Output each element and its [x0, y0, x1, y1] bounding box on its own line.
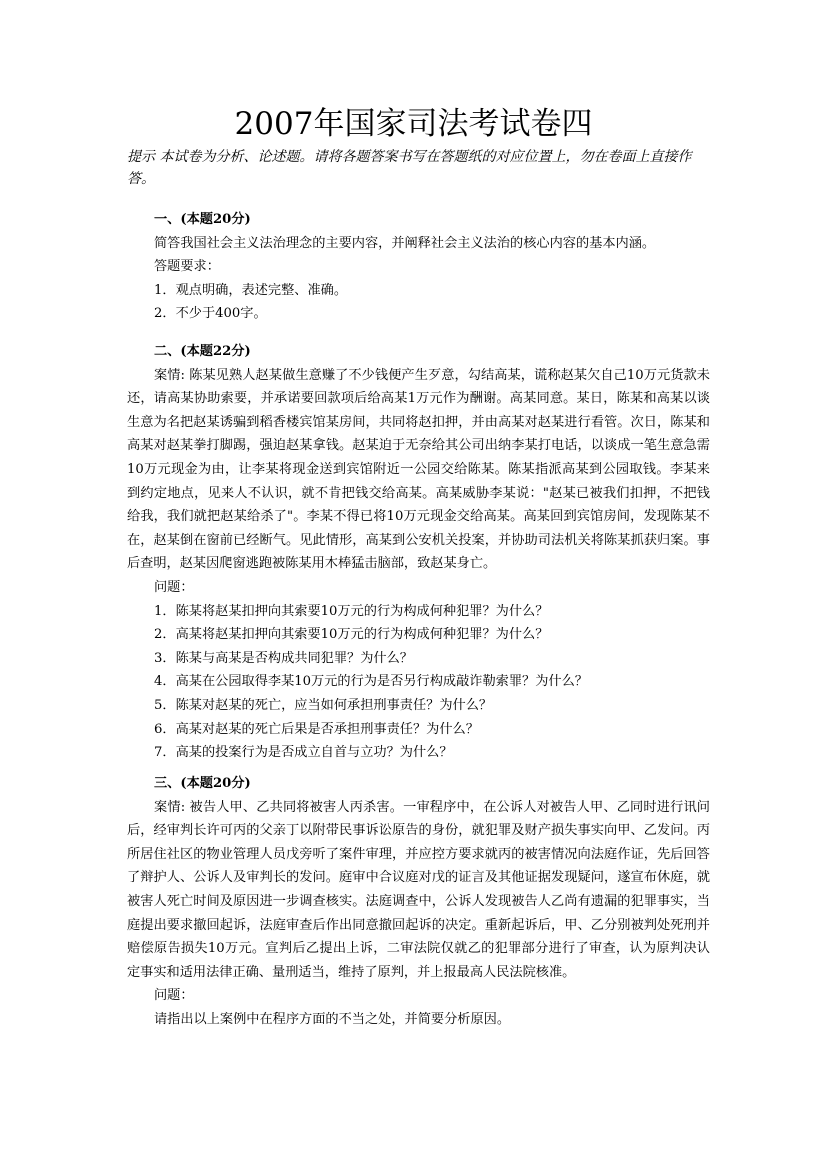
section-2: [127, 340, 710, 765]
case-text: 案情: 陈某见熟人赵某做生意赚了不少钱便产生歹意，勾结高某，谎称赵某欠自己10万元货款未还，请高某协助索要，并承诺要回款项后给高某1万元作为酬谢。高某同意。某日，陈某和高某以谈生意为名把赵某诱骗到稻香楼宾馆某房间，共同将赵扣押，并由高某对赵某进行看管。次日，陈某和高某对赵某拳打脚踢，强迫赵某拿钱。赵某迫于无奈给其公司出纳李某打电话，以谈成一笔生意急需10万元现金为由，让李某将现金送到宾馆附近一公园交给陈某。陈某指派高某到公园取钱。李某来到约定地点，见来人不认识，就不肯把钱交给高某。高某威胁李某说："赵某已被我们扣押，不把钱给我，我们就把赵某给杀了"。李某不得已将10万元现金交给高某。高某回到宾馆房间，发现陈某不在，赵某倒在窗前已经断气。见此情形，高某到公安机关投案，并协助司法机关将陈某抓获归案。事后查明，赵某因爬窗逃跑被陈某用木棒猛击脑部，致赵某身亡。: [127, 367, 710, 572]
question-text: 简答我国社会主义法治理念的主要内容，并阐释社会主义法治的核心内容的基本内涵。: [154, 235, 656, 251]
question-item: 7．高某的投案行为是否成立自首与立功？为什么？: [154, 745, 453, 761]
question-item: 请指出以上案例中在程序方面的不当之处，并简要分析原因。: [154, 1011, 511, 1027]
section-1: [127, 208, 710, 326]
question-item: 5．陈某对赵某的死亡，应当如何承担刑事责任？为什么？: [154, 697, 493, 713]
section-heading: 一、(本题20分): [154, 212, 251, 227]
section-3: [127, 772, 710, 1032]
question-item: 3．陈某与高某是否构成共同犯罪？为什么？: [154, 650, 413, 666]
question-item: 1．陈某将赵某扣押向其索要10万元的行为构成何种犯罪？为什么？: [154, 603, 549, 619]
requirement-item: 2．不少于400字。: [154, 306, 267, 322]
questions-label: 问题：: [154, 988, 194, 1004]
case-text: 案情: 被告人甲、乙共同将被害人丙杀害。一审程序中，在公诉人对被告人甲、乙同时进行讯问后，经审判长许可丙的父亲丁以附带民事诉讼原告的身份，就犯罪及财产损失事实向甲、乙发问。丙所居住社区的物业管理人员戊旁听了案件审理，并应控方要求就丙的被害情况向法庭作证，先后回答了辩护人、公诉人及审判长的发问。庭审中合议庭对戊的证言及其他证据发现疑问，遂宣布休庭，就被害人死亡时间及原因进一步调查核实。法庭调查中，公诉人发现被告人乙尚有遗漏的犯罪事实，当庭提出要求撤回起诉，法庭审查后作出同意撤回起诉的决定。重新起诉后，甲、乙分别被判处死刑并赔偿原告损失10万元。宣判后乙提出上诉，二审法院仅就乙的犯罪部分进行了审查，认为原判决认定事实和适用法律正确、量刑适当，维持了原判，并上报最高人民法院核准。: [127, 799, 710, 980]
exam-hint: 提示 本试卷为分析、论述题。请将各题答案书写在答题纸的对应位置上，勿在卷面上直接作答。: [127, 149, 692, 187]
question-item: 4．高某在公园取得李某10万元的行为是否另行构成敲诈勒索罪？为什么？: [154, 674, 588, 690]
section-heading: 三、(本题20分): [154, 776, 251, 791]
question-item: 2．高某将赵某扣押向其索要10万元的行为构成何种犯罪？为什么？: [154, 627, 549, 643]
page-title: 2007年国家司法考试卷四: [234, 106, 593, 142]
question-item: 6．高某对赵某的死亡后果是否承担刑事责任？为什么？: [154, 721, 479, 737]
questions-label: 问题：: [154, 579, 194, 595]
requirements-label: 答题要求：: [154, 259, 220, 275]
requirement-item: 1．观点明确，表述完整、准确。: [154, 282, 348, 298]
section-heading: 二、(本题22分): [154, 344, 251, 359]
